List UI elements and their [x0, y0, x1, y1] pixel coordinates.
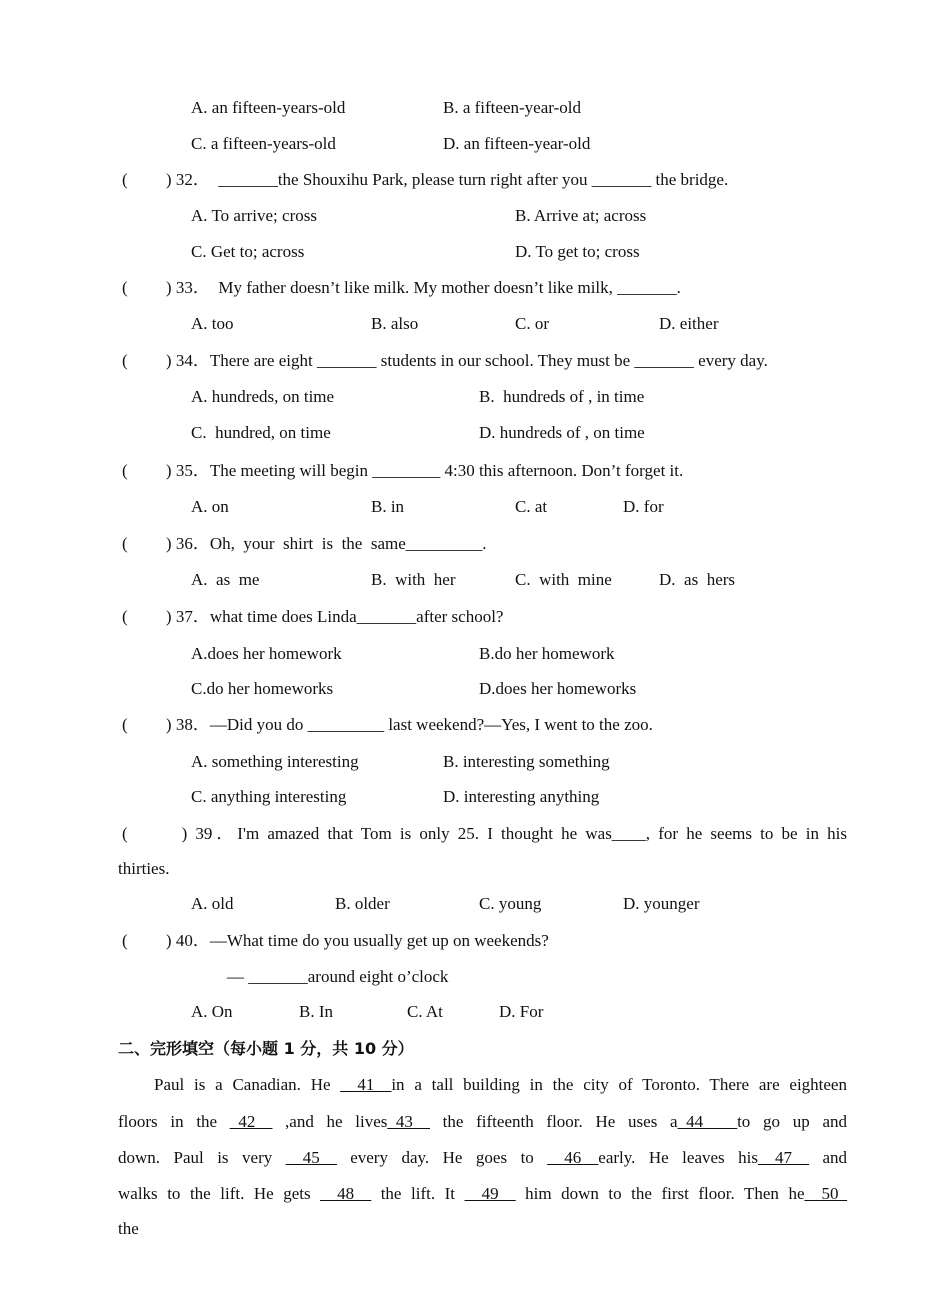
q31-option-c: C. a fifteen-years-old: [191, 134, 336, 153]
q38-stem: ( ) 38．—Did you do _________ last weekend?—Yes, I went to the zoo.: [122, 715, 653, 734]
q36-option-c: C. with mine: [515, 570, 612, 589]
q35-stem: ( ) 35．The meeting will begin ________ 4:30 this afternoon. Don’t forget it.: [122, 461, 684, 480]
q32-option-d: D. To get to; cross: [515, 242, 640, 261]
blank-47[interactable]: __47__: [757, 1148, 809, 1167]
q36-option-b: B. with her: [371, 570, 456, 589]
q36-stem: ( ) 36．Oh, your shirt is the same_________.: [122, 534, 487, 553]
q37-option-c: C.do her homeworks: [191, 679, 334, 698]
q32-option-c: C. Get to; across: [191, 242, 305, 261]
blank-42[interactable]: _42__: [229, 1112, 273, 1131]
cloze-line-5: the: [118, 1219, 139, 1238]
q36-option-a: A. as me: [191, 570, 260, 589]
q39-option-d: D. younger: [623, 894, 700, 913]
blank-49[interactable]: __49__: [464, 1184, 516, 1203]
q35-option-d: D. for: [623, 497, 664, 516]
q40-stem: ( ) 40．—What time do you usually get up on weekends?: [122, 931, 549, 950]
q39-option-c: C. young: [479, 894, 542, 913]
q33-stem: ( ) 33． My father doesn’t like milk. My mother doesn’t like milk, _______.: [122, 278, 681, 297]
q39-option-b: B. older: [335, 894, 390, 913]
blank-46[interactable]: __46__: [547, 1148, 599, 1167]
q31-option-b: B. a fifteen-year-old: [443, 98, 581, 117]
q40-option-d: D. For: [499, 1002, 544, 1021]
blank-41[interactable]: __41__: [340, 1075, 392, 1094]
q33-option-d: D. either: [659, 314, 719, 333]
q39-stem-line1: ( ) 39．I'm amazed that Tom is only 25. I thought he was____, for he seems to be in his: [122, 824, 847, 843]
cloze-line-4: walks to the lift. He gets __48__ the lift. It __49__ him down to the first floor. Then he__50_: [118, 1184, 847, 1203]
q31-option-a: A. an fifteen-years-old: [191, 98, 346, 117]
q40-option-b: B. In: [299, 1002, 333, 1021]
q38-option-d: D. interesting anything: [443, 787, 600, 806]
blank-48[interactable]: __48__: [320, 1184, 372, 1203]
q34-option-b: B. hundreds of , in time: [479, 387, 645, 406]
q38-option-c: C. anything interesting: [191, 787, 347, 806]
q39-stem-line2: thirties.: [118, 859, 170, 878]
q32-option-a: A. To arrive; cross: [191, 206, 317, 225]
blank-43[interactable]: _43__: [387, 1112, 430, 1131]
q38-option-a: A. something interesting: [191, 752, 359, 771]
q32-stem: ( ) 32． _______the Shouxihu Park, please turn right after you _______ the bridge.: [122, 170, 729, 189]
q33-option-c: C. or: [515, 314, 549, 333]
cloze-line-2: floors in the _42__ ,and he lives_43__ the fifteenth floor. He uses a_44____to go up and: [118, 1112, 847, 1131]
q37-stem: ( ) 37．what time does Linda_______after school?: [122, 607, 504, 626]
blank-44[interactable]: _44____: [677, 1112, 738, 1131]
q37-option-b: B.do her homework: [479, 644, 615, 663]
q39-option-a: A. old: [191, 894, 234, 913]
q40-option-c: C. At: [407, 1002, 443, 1021]
q33-option-b: B. also: [371, 314, 419, 333]
cloze-line-3: down. Paul is very __45__ every day. He goes to __46__early. He leaves his__47__ and: [118, 1148, 848, 1167]
q36-option-d: D. as hers: [659, 570, 736, 589]
blank-45[interactable]: __45__: [285, 1148, 337, 1167]
q32-option-b: B. Arrive at; across: [515, 206, 647, 225]
q33-option-a: A. too: [191, 314, 234, 333]
q37-option-d: D.does her homeworks: [479, 679, 637, 698]
q40-option-a: A. On: [191, 1002, 233, 1021]
q34-option-d: D. hundreds of , on time: [479, 423, 645, 442]
q34-option-c: C. hundred, on time: [191, 423, 331, 442]
q31-option-d: D. an fifteen-year-old: [443, 134, 591, 153]
q34-stem: ( ) 34．There are eight _______ students in our school. They must be _______ every day.: [122, 351, 768, 370]
q35-option-a: A. on: [191, 497, 229, 516]
blank-50[interactable]: __50_: [804, 1184, 847, 1203]
q35-option-c: C. at: [515, 497, 548, 516]
q38-option-b: B. interesting something: [443, 752, 610, 771]
q40-reply: — _______around eight o’clock: [227, 967, 449, 986]
cloze-line-1: Paul is a Canadian. He __41__in a tall building in the city of Toronto. There are eighteen: [154, 1075, 847, 1094]
q37-option-a: A.does her homework: [191, 644, 342, 663]
section-heading-cloze: 二、完形填空（每小题 1 分，共 10 分）: [118, 1039, 414, 1058]
q35-option-b: B. in: [371, 497, 405, 516]
q34-option-a: A. hundreds, on time: [191, 387, 335, 406]
